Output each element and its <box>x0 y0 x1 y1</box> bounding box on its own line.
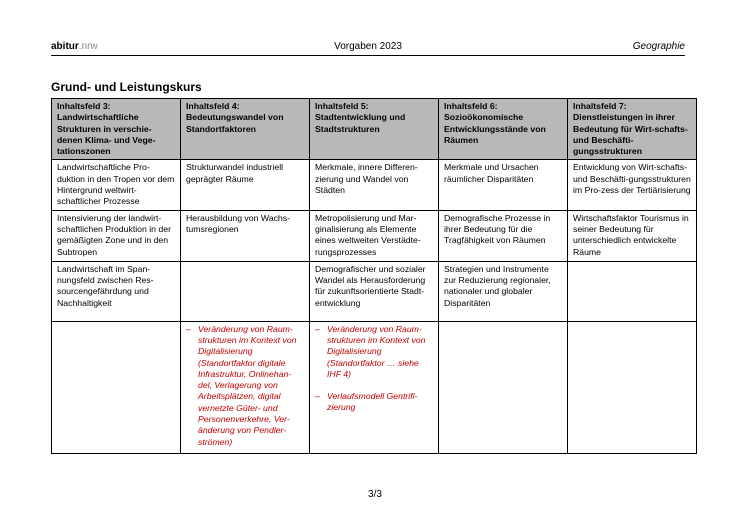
table-cell-new-content <box>181 321 310 453</box>
table-cell: Strategien und Instrumente zur Reduzierung regionaler, nationaler und globaler Disparitäten <box>439 261 568 321</box>
table-cell <box>568 261 697 321</box>
header-subject: Geographie <box>632 41 685 52</box>
table-row <box>52 160 697 210</box>
table-cell: Wirtschaftsfaktor Tourismus in seiner Bedeutung für unterschiedlich entwickelte Räume <box>568 210 697 261</box>
table-cell: Landwirtschaft im Span-nungsfeld zwischen Res-sourcengefährdung und Nachhaltigkeit <box>52 261 181 321</box>
list-item: – Verlaufsmodell Gentrifi-zierung <box>315 391 418 413</box>
list-item: – Veränderung von Raum-strukturen im Kontext von Digitalisierung (Standortfaktor digitale Infrastruktur, Onlinehan-del, Verlagerung von Arbeitsplätzen, digital vernetzte Güter- und Personenverkehre, Ver-änderung von Pendler-strömen) <box>186 323 297 447</box>
header-cell: Inhaltsfeld 5: Stadtentwicklung und Stadtstrukturen <box>310 99 439 160</box>
table-row <box>52 261 697 321</box>
table-cell: Merkmale und Ursachen räumlicher Disparitäten <box>439 160 568 210</box>
header-cell: Inhaltsfeld 3: Landwirtschaftliche Strukturen in verschie-denen Klima- und Vege-tationszonen <box>52 99 181 160</box>
table-row <box>52 210 697 261</box>
list-item: – Veränderung von Raum-strukturen im Kontext von Digitalisierung (Standortfaktor … siehe IHF 4) <box>315 323 426 379</box>
section-title: Grund- und Leistungskurs <box>51 80 202 94</box>
page-number: 3/3 <box>368 489 382 500</box>
table-cell <box>568 321 697 453</box>
table-cell <box>181 261 310 321</box>
brand-logo: abitur.nrw <box>51 41 98 52</box>
table-cell <box>52 321 181 453</box>
header-center: Vorgaben 2023 <box>334 41 402 52</box>
content-table <box>51 98 697 454</box>
table-cell: Intensivierung der landwirt-schaftlichen Produktion in der gemäßigten Zone und in den Subtropen <box>52 210 181 261</box>
table-cell-new-content <box>310 321 439 453</box>
header-cell: Inhaltsfeld 7: Dienstleistungen in ihrer Bedeutung für Wirt-schafts- und Beschäfti-gungsstrukturen <box>568 99 697 160</box>
header-cell: Inhaltsfeld 4: Bedeutungswandel von Standortfaktoren <box>181 99 310 160</box>
table-header-row <box>52 99 697 160</box>
table-cell: Strukturwandel industriell geprägter Räume <box>181 160 310 210</box>
table-cell: Metropolisierung und Mar-ginalisierung als Elemente eines weltweiten Verstädte-rungsprozesses <box>310 210 439 261</box>
table-cell: Demografische Prozesse in ihrer Bedeutung für die Tragfähigkeit von Räumen <box>439 210 568 261</box>
table-cell: Merkmale, innere Differen-zierung und Wandel von Städten <box>310 160 439 210</box>
table-cell: Landwirtschaftliche Pro-duktion in den Tropen vor dem Hintergrund weltwirt-schaftlicher Prozesse <box>52 160 181 210</box>
table-row <box>52 321 697 453</box>
table-cell: Entwicklung von Wirt-schafts- und Beschäfti-gungsstrukturen im Pro-zess der Tertiärisierung <box>568 160 697 210</box>
table-cell: Demografischer und sozialer Wandel als Herausforderung für zukunftsorientierte Stadt-entwicklung <box>310 261 439 321</box>
table-cell <box>439 321 568 453</box>
page-header <box>51 41 685 55</box>
table-cell: Herausbildung von Wachs-tumsregionen <box>181 210 310 261</box>
header-cell: Inhaltsfeld 6: Sozioökonomische Entwicklungsstände von Räumen <box>439 99 568 160</box>
header-rule <box>51 55 685 56</box>
